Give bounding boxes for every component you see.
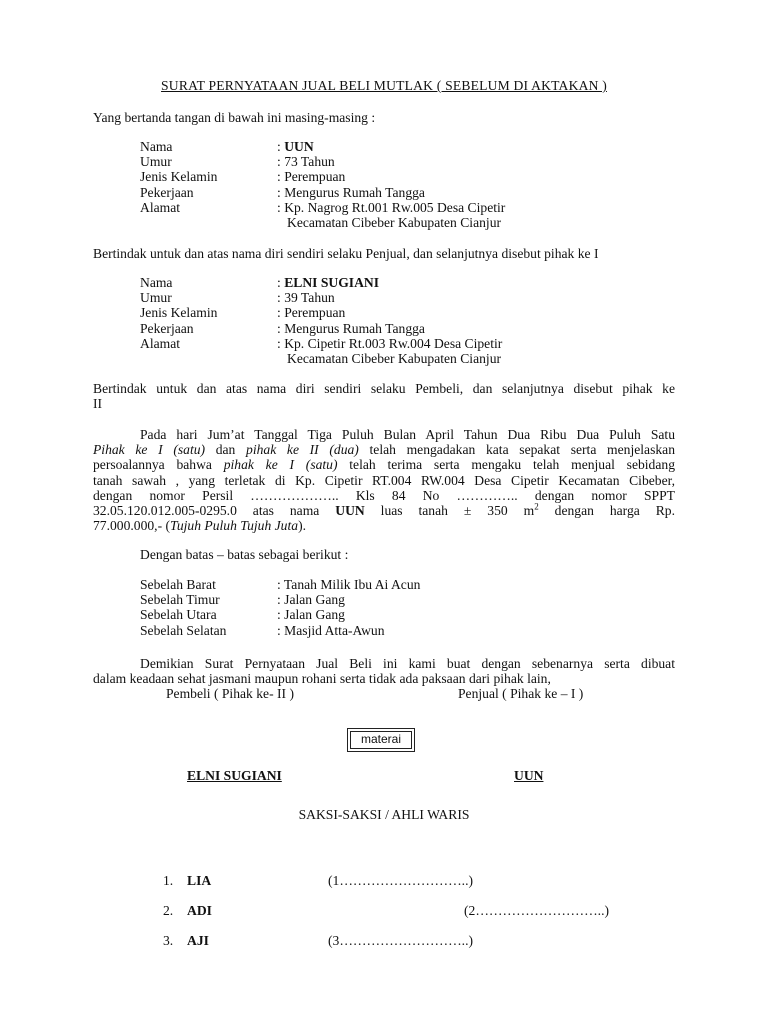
label-umur: Umur <box>140 154 172 170</box>
materai-label: materai <box>350 731 412 749</box>
party2-pekerjaan: Mengurus Rumah Tangga <box>284 320 425 336</box>
closing-line1: Demikian Surat Pernyataan Jual Beli ini kami buat dengan sebenarnya serta dibuat <box>140 656 675 671</box>
body-line7: 77.000.000,- (Tujuh Puluh Tujuh Juta). <box>93 518 306 534</box>
label-alamat: Alamat <box>140 335 181 351</box>
buyer-role-label: Pembeli ( Pihak ke- II ) <box>166 686 294 701</box>
closing-paragraph <box>93 656 675 686</box>
witness-number: 3. <box>163 933 174 948</box>
witness-signature-line: (2………………………..) <box>464 903 609 918</box>
seller-role-label: Penjual ( Pihak ke – I ) <box>458 686 584 701</box>
label-jenis-kelamin: Jenis Kelamin <box>140 305 218 321</box>
party1-jenis-kelamin: Perempuan <box>284 169 346 185</box>
party2-alamat-line2: Kecamatan Cibeber Kabupaten Cianjur <box>287 350 502 366</box>
party2-statement-line1: Bertindak untuk dan atas nama diri sendiri selaku Pembeli, dan selanjutnya disebut pihak ke <box>93 381 675 396</box>
party1-pekerjaan: Mengurus Rumah Tangga <box>284 184 425 200</box>
witness-name: AJI <box>187 933 209 948</box>
seller-signature-name: UUN <box>514 768 544 783</box>
party1-umur: 73 Tahun <box>284 154 335 170</box>
witness-name: LIA <box>187 873 212 888</box>
label-nama: Nama <box>140 275 173 290</box>
party2-umur: 39 Tahun <box>284 290 335 306</box>
body-line6: 32.05.120.012.005-0295.0 atas nama UUN luas tanah ± 350 $m^2$ dengan harga Rp. <box>93 501 675 518</box>
boundary-intro: Dengan batas – batas sebagai berikut : <box>140 547 349 562</box>
witness-heading: SAKSI-SAKSI / AHLI WARIS <box>298 807 470 822</box>
agreement-paragraph <box>93 427 675 533</box>
body-line5: dengan nomor Persil ……………….. Kls 84 No ………….. dengan nomor SPPT <box>93 487 675 503</box>
label-umur: Umur <box>140 290 172 306</box>
witness-signature-line: (1………………………..) <box>328 873 473 888</box>
closing-line2: dalam keadaan sehat jasmani maupun rohani serta tidak ada paksaan dari pihak lain, <box>93 671 551 687</box>
party1-statement: Bertindak untuk dan atas nama diri sendiri selaku Penjual, dan selanjutnya disebut pihak ke I <box>93 246 599 261</box>
materai-stamp-box <box>347 728 415 752</box>
party2-alamat-line1: Kp. Cipetir Rt.003 Rw.004 Desa Cipetir <box>284 335 503 351</box>
witness-number: 1. <box>163 873 174 888</box>
party2-nama: ELNI SUGIANI <box>284 275 379 290</box>
party1-nama: UUN <box>284 139 314 154</box>
intro-text: Yang bertanda tangan di bawah ini masing-masing : <box>93 110 376 125</box>
label-nama: Nama <box>140 139 173 154</box>
witness-number: 2. <box>163 903 174 918</box>
label-jenis-kelamin: Jenis Kelamin <box>140 169 218 185</box>
body-line4: tanah sawah , yang terletak di Kp. Cipetir RT.004 RW.004 Desa Cipetir Kecamatan Cibeber, <box>93 472 675 488</box>
document-title: SURAT PERNYATAAN JUAL BELI MUTLAK ( SEBELUM DI AKTAKAN ) <box>161 78 607 93</box>
body-line2: Pihak ke I (satu) dan pihak ke II (dua) telah mengadakan kata sepakat serta menjelaskan <box>93 442 675 458</box>
body-line3: persoalannya bahwa pihak ke I (satu) telah terima serta mengaku telah menjual sebidang <box>93 457 675 473</box>
party2-jenis-kelamin: Perempuan <box>284 305 346 321</box>
label-pekerjaan: Pekerjaan <box>140 320 194 336</box>
label-pekerjaan: Pekerjaan <box>140 184 194 200</box>
buyer-signature-name: ELNI SUGIANI <box>187 768 282 783</box>
label-alamat: Alamat <box>140 199 181 215</box>
party2-statement-line2: II <box>93 396 103 412</box>
witness-name: ADI <box>187 903 212 918</box>
party1-alamat-line2: Kecamatan Cibeber Kabupaten Cianjur <box>287 214 502 230</box>
witness-signature-line: (3………………………..) <box>328 933 473 948</box>
party2-statement <box>93 381 675 411</box>
body-line1: Pada hari Jum’at Tanggal Tiga Puluh Bulan April Tahun Dua Ribu Dua Puluh Satu <box>140 427 675 442</box>
party1-alamat-line1: Kp. Nagrog Rt.001 Rw.005 Desa Cipetir <box>284 199 506 215</box>
